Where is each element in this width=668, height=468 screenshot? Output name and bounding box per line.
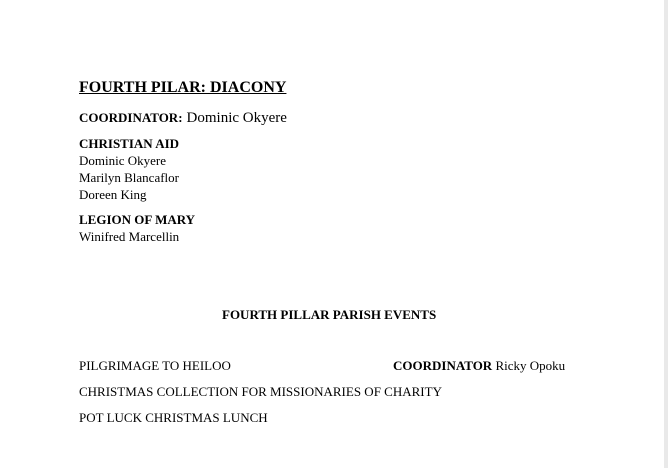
group-legion-of-mary <box>79 212 195 245</box>
group-member: Dominic Okyere <box>79 153 167 168</box>
section-coordinator <box>79 109 287 127</box>
group-member: Winifred Marcellin <box>79 229 180 244</box>
group-title: LEGION OF MARY <box>79 212 196 227</box>
group-title: CHRISTIAN AID <box>79 136 180 151</box>
events-title: FOURTH PILLAR PARISH EVENTS <box>222 307 437 322</box>
event-item: POT LUCK CHRISTMAS LUNCH <box>79 410 268 425</box>
group-christian-aid <box>79 136 179 203</box>
event-coordinator-name: Ricky Opoku <box>495 358 566 373</box>
event-item: PILGRIMAGE TO HEILOO <box>79 358 231 373</box>
coordinator-name: Dominic Okyere <box>186 110 287 126</box>
event-item: CHRISTMAS COLLECTION FOR MISSIONARIES OF CHARITY <box>79 384 442 399</box>
page-edge <box>664 0 668 468</box>
section-heading: FOURTH PILAR: DIACONY <box>79 79 287 96</box>
group-member: Doreen King <box>79 187 147 202</box>
event-coordinator <box>393 358 565 374</box>
event-coordinator-label: COORDINATOR <box>393 358 493 373</box>
coordinator-label: COORDINATOR: <box>79 110 183 125</box>
group-member: Marilyn Blancaflor <box>79 170 179 185</box>
